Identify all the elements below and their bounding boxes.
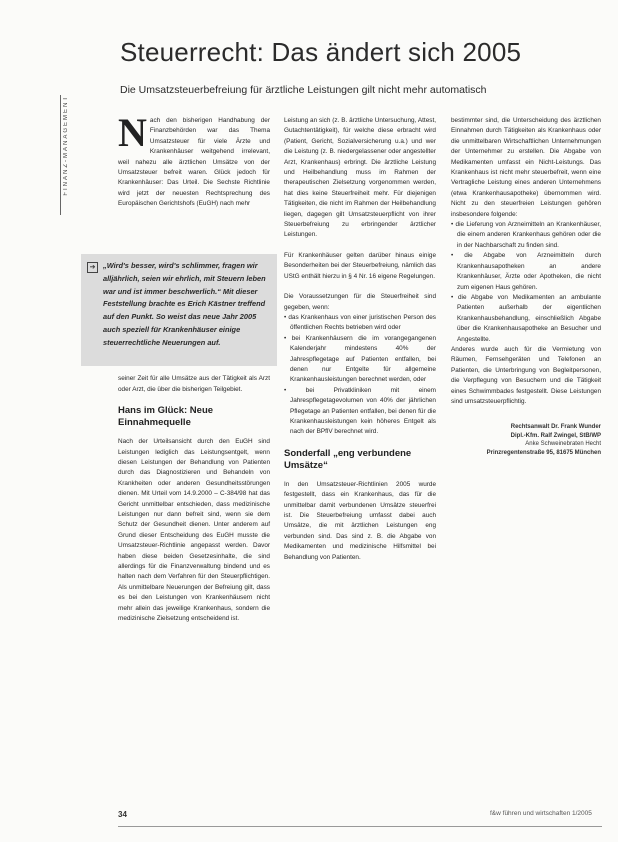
drop-cap: N bbox=[118, 110, 147, 155]
author-line: Dipl.-Kfm. Ralf Zwingel, StB/WP bbox=[510, 432, 601, 439]
intro-text: ach den bisherigen Handhabung der Finanzbehörden war das Thema Umsatzsteuer für viele Ärzte und Krankenhäuser weitgehend irrelevant, weil nahezu alle ärztlichen Umsätze von der Umsatzsteuer befreit waren. Glück jedoch für Krankenhäuser: Das Urteil. Die Sechste Richtlinie wird jetzt der neuesten Rechtsprechung des Europäischen Gerichtshofs (EuGH) nach mehr bbox=[118, 117, 270, 208]
quote-text: „Wird's besser, wird's schlimmer, fragen wir alljährlich, seien wir ehrlich, mit Steuern leben war und ist immer beschwerlich.“ Mit dieser Feststellung brachte es Erich Kästner treffend auf den Punkt. So weist das neue Jahr 2005 auch speziell für Krankenhäuser einige steuerrechtliche Neuerungen auf. bbox=[103, 261, 266, 347]
quote-box bbox=[81, 254, 277, 366]
column-3-body: bestimmter sind, die Unterscheidung des ärztlichen Einnahmen durch Tätigkeiten als Krankenhaus oder die unmittelbaren Wirtschaftlichen Unternehmungen der Unternehmer zu erstellen. Die Abgabe von Medikamenten umfasst ein Nicht-Leistungs. Das Krankenhaus ist nicht mehr steuerbefreit, wenn eine Vertragliche Leistung eines anderen Unternehmens (etwa Krankenhausapotheke) übernommen wird. Nicht zu den steuerfreien Leistungen gehören insbesondere folgende: bbox=[451, 117, 601, 218]
exclusions-list bbox=[451, 220, 601, 345]
column-1-continued bbox=[118, 368, 270, 631]
footer-rule bbox=[118, 826, 602, 827]
page-number: 34 bbox=[118, 810, 127, 819]
page-subtitle: Die Umsatzsteuerbefreiung für ärztliche Leistungen gilt nicht mehr automatisch bbox=[120, 84, 487, 96]
author-line: Anke Schweinebraten Hecht bbox=[525, 441, 601, 448]
conditions-list bbox=[284, 313, 436, 438]
page-title: Steuerrecht: Das ändert sich 2005 bbox=[120, 37, 522, 67]
section-label bbox=[60, 95, 77, 215]
section-label-text: FINANZ-MANAGEMENT bbox=[63, 95, 69, 196]
list-item: • bei Krankenhäusern die im vorangegangenen Kalenderjahr mindestens 40% der Jahrespflegetage auf Patienten entfallen, bei denen nur Entgelte für allgemeine Krankenhausleistungen berechnet werden, oder bbox=[284, 334, 437, 384]
author-block bbox=[451, 423, 601, 457]
column-2 bbox=[284, 116, 436, 563]
column-2-body-3: Die Voraussetzungen für die Steuerfreiheit sind gegeben, wenn: bbox=[284, 293, 436, 311]
column-2-body: Leistung an sich (z. B. ärztliche Untersuchung, Attest, Gutachtentätigkeit), für welche diese erbracht wird (Patient, Gericht, Sozialversicherung u.a.) und wer die Leistung (z. B. niedergelassener oder angestellter Arzt, Krankenhaus) erbringt. Die ärztliche Leistung und Heilbehandlung muss im Rahmen der therapeutischen Zielsetzung vorgenommen werden, hat dies keine Steuerfreiheit mehr. Für diejenigen Tätigkeiten, die nicht im Rahmen der Heilbehandlung liegen, dagegen gilt Umsatzsteuerpflicht von ihrer Steuerbefreiung zu erbringender ärztlicher Leistungen. bbox=[284, 117, 436, 239]
magazine-footer: f&w führen und wirtschaften 1/2005 bbox=[490, 810, 592, 817]
author-line: Prinzregentenstraße 95, 81675 München bbox=[486, 449, 601, 456]
arrow-right-icon: ➔ bbox=[87, 262, 98, 273]
heading-sonderfall: Sonderfall „eng verbundene Umsätze“ bbox=[284, 447, 412, 471]
list-item: • die Lieferung von Arzneimitteln an Krankenhäuser, die einem anderen Krankenhaus gehören oder die in der Nachbarschaft zu finden sind. bbox=[451, 221, 601, 249]
column-1 bbox=[118, 110, 270, 210]
column-2-body-4: In den Umsatzsteuer-Richtlinien 2005 wurde festgestellt, dass ein Krankenhaus, das für die unmittelbar damit verbundenen Umsätze steuerfrei ist. Die Steuerbefreiung umfasst dabei auch Umsätze, die mit ärztlichen Leistungen eng verbunden sind. Das sind z. B. die Abgabe von Medikamenten und medizinische Hilfsmittel bei Behandlung von Patienten. bbox=[284, 480, 436, 561]
heading-neue-einnahmequelle: Hans im Glück: Neue Einnahmequelle bbox=[118, 405, 214, 429]
column-2-body-2: Für Krankenhäuser gelten darüber hinaus einige Besonderheiten bei der Steuerbefreiung, nämlich das UStG enthält hierzu in § 4 Nr. 16 eigene Regelungen. bbox=[284, 251, 436, 280]
list-item: • die Abgabe von Arzneimitteln durch Krankenhausapotheken an andere Krankenhäuser, Ärzte oder Apotheken, die nicht zum eigenen Haus gehören. bbox=[451, 252, 602, 291]
column-3 bbox=[451, 116, 601, 457]
list-item: • die Abgabe von Medikamenten an ambulante Patienten außerhalb der eigentlichen Krankenhausbehandlung, einschließlich Abgabe über die Krankenhausapotheke an Besucher und Angestellte. bbox=[451, 293, 601, 343]
after-quote-text: seiner Zeit für alle Umsätze aus der Tätigkeit als Arzt oder Arzt, die über die bisherigen Teilgebiet. bbox=[118, 375, 270, 393]
author-line: Rechtsanwalt Dr. Frank Wunder bbox=[510, 424, 601, 431]
column-3-body-2: Anderes wurde auch für die Vermietung von Räumen, Fernsehgeräten und Telefonen an Patienten, die Unterbringung von Begleitpersonen, die Verpflegung von Besuchern und die Tätigkeit eines Schwimmbades festgestellt. Diese Leistungen sind umsatzsteuerpflichtig. bbox=[451, 345, 601, 405]
list-item: • bei Privatkliniken mit einem Jahrespflegetagevolumen von 40% der jährlichen Pflegetage an Patienten entfallen, bei denen für die Krankenhausleistungen kein höheres Entgelt als nach der BPflV berechnet wird. bbox=[284, 386, 436, 436]
list-item: • das Krankenhaus von einer juristischen Person des öffentlichen Rechts betrieben wird oder bbox=[284, 313, 437, 332]
intro-paragraph bbox=[118, 110, 270, 210]
column-1-body: Nach der Urteilsansicht durch den EuGH sind Leistungen lediglich das Leistungsentgelt, wenn diesen Leistungen der Behandlung von Patienten durch das Diagnostizieren und Behandeln von Krankheiten oder anderen Gesundheitsstörungen dienen. Mit Urteil vom 14.9.2000 – C-384/98 hat das Gericht unmittelbar entschieden, dass medizinische Leistungen nur dann befreit sind, wenn sie dem Schutz der Gesundheit dienen. Unter anderem auf Grund dieser Entscheidung des EuGH musste die Umsatzsteuer-Richtlinie angepasst werden. Davor haben diese beiden Gesetzesinhalte, die sind allerdings für die Finanzverwaltung bindend und es halten nach dem Verfahren für den Steuerpflichtigen. Als unmittelbare Neuerungen der Befreiung gilt, dass es bei den Leistungen von Krankenhäusern nicht mehr allein das jeweilige Krankenhaus, sondern die medizinische Zielsetzung entscheidend ist. bbox=[118, 438, 270, 623]
